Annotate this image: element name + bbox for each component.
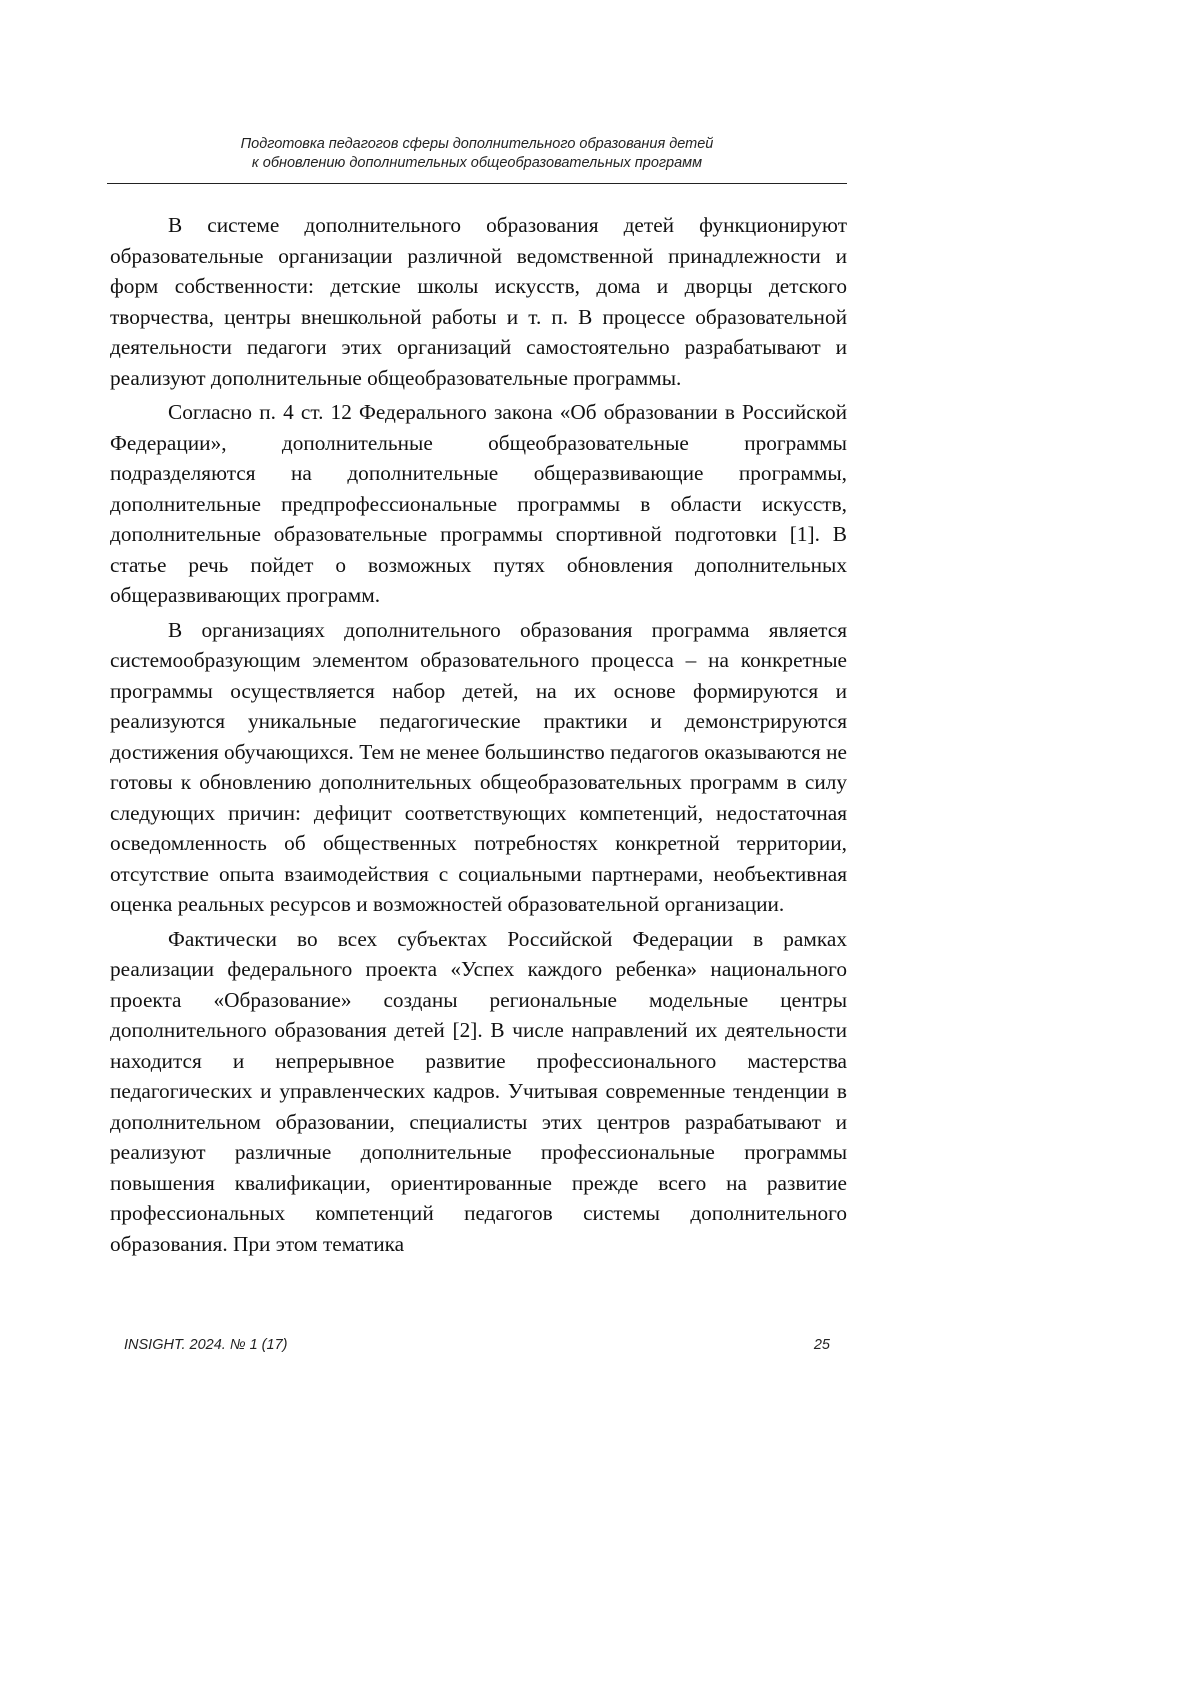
- running-header-line-1: Подготовка педагогов сферы дополнительного образования детей: [107, 135, 847, 154]
- running-header-line-2: к обновлению дополнительных общеобразовательных программ: [107, 154, 847, 173]
- paragraph-3: В организациях дополнительного образования программа являет­ся системообразующим элементом образовательного процесса – на кон­кретные программы осуществляется набор детей, на их основе фор­мируются и реализуются уникальные педагогические практики и де­монстрируются достижения обучающихся. Тем не менее большинст­во педагогов оказываются не готовы к обновлению дополнительных общеобразовательных программ в силу следующих причин: дефицит соответствующих компетенций, недостаточная осведомленность об общественных потребностях конкретной территории, отсутствие опы­та взаимодействия с социальными партнерами, необъективная оценка реальных ресурсов и возможностей образовательной организации.: [110, 615, 847, 920]
- journal-citation: INSIGHT. 2024. № 1 (17): [124, 1337, 287, 1353]
- paragraph-2: Согласно п. 4 ст. 12 Федерального закона «Об образовании в Рос­сийской Федерации», дополнительные общеобразовательные програм­мы подразделяются на дополнительные общеразвивающие программы, дополнительные предпрофессиональные программы в области искусств, дополнительные образовательные программы спортивной подготовки [1]. В статье речь пойдет о возможных путях обновления дополнительных общеразвивающих программ.: [110, 397, 847, 611]
- page-number: 25: [814, 1337, 830, 1353]
- article-body: [110, 210, 847, 1263]
- header-divider: [107, 183, 847, 184]
- paragraph-4: Фактически во всех субъектах Российской Федерации в рамках реализации федерального проекта «Успех каждого ребенка» нацио­нального проекта «Образование» созданы региональные модельные центры дополнительного образования детей [2]. В числе направлений их деятельности находится и непрерывное развитие профессиональ­ного мастерства педагогических и управленческих кадров. Учитывая современные тенденции в дополнительном образовании, специалисты этих центров разрабатывают и реализуют различные дополнительные профессиональные программы повышения квалификации, ориентиро­ванные прежде всего на развитие профессиональных компетенций педагогов системы дополнительного образования. При этом тематика: [110, 924, 847, 1260]
- document-page: [0, 0, 1200, 1698]
- paragraph-1: В системе дополнительного образования детей функционируют образовательные организации различной ведомственной принадлеж­ности и форм собственности: детские школы искусств, дома и дворцы детского творчества, центры внешкольной работы и т. п. В процессе образовательной деятельности педагоги этих организаций самостоя­тельно разрабатывают и реализуют дополнительные общеобразователь­ные программы.: [110, 210, 847, 393]
- page-footer: [124, 1337, 830, 1353]
- running-header: [107, 135, 847, 173]
